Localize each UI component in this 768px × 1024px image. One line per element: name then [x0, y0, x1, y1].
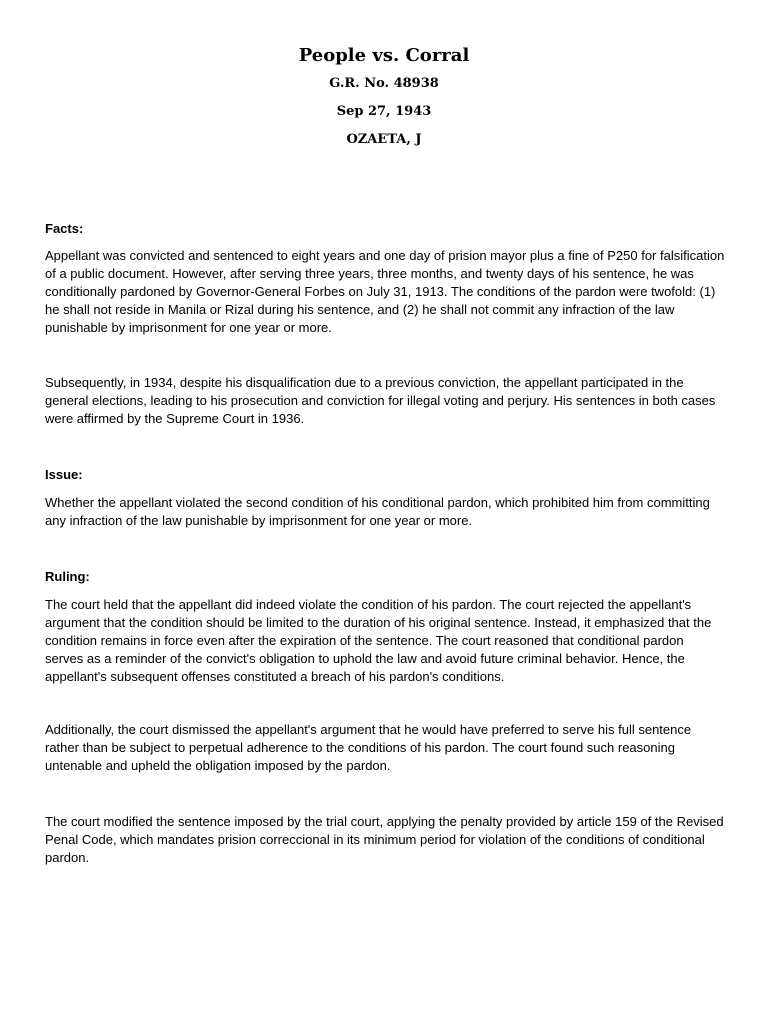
case-header [0, 44, 768, 159]
paragraph-text: Whether the appellant violated the second condition of his conditional pardon, which prohibited him from committing any infraction of the law punishable by imprisonment for one year or more. [45, 495, 710, 528]
facts-heading: Facts: [45, 221, 84, 236]
case-date: Sep 27, 1943 [336, 104, 432, 119]
paragraph-text: Additionally, the court dismissed the appellant's argument that he would have preferred to serve his full sentence rather than be subject to perpetual adherence to the conditions of his pardon. The court found such reasoning untenable and upheld the obligation imposed by the pardon. [45, 722, 692, 773]
facts-paragraph-2 [45, 374, 725, 428]
ruling-paragraph-1 [45, 596, 725, 686]
ruling-heading: Ruling: [45, 569, 90, 584]
issue-heading: Issue: [45, 467, 83, 482]
facts-paragraph-1 [45, 247, 725, 337]
paragraph-text: Subsequently, in 1934, despite his disqualification due to a previous conviction, the appellant participated in the general elections, leading to his prosecution and conviction for illegal voting and perjury. His sentences in both cases were affirmed by the Supreme Court in 1936. [45, 375, 716, 426]
case-justice: OZAETA, J [346, 132, 422, 147]
case-title: People vs. Corral [298, 45, 470, 66]
paragraph-text: Appellant was convicted and sentenced to eight years and one day of prision mayor plus a fine of P250 for falsification of a public document. However, after serving three years, three months, and twenty days of his sentence, he was conditionally pardoned by Governor-General Forbes on July 31, 1913. The conditions of the pardon were twofold: (1) he shall not reside in Manila or Rizal during his sentence, and (2) he shall not commit any infraction of the law punishable by imprisonment for one year or more. [45, 248, 725, 335]
paragraph-text: The court held that the appellant did indeed violate the condition of his pardon. The court rejected the appellant's argument that the condition should be limited to the duration of his original sentence. Instead, it emphasized that the condition remains in force even after the expiration of the sentence. The court reasoned that conditional pardon serves as a reminder of the convict's obligation to uphold the law and avoid future criminal behavior. Hence, the appellant's subsequent offenses constituted a breach of his pardon's conditions. [45, 597, 712, 684]
ruling-paragraph-2 [45, 721, 725, 775]
issue-paragraph-1 [45, 494, 725, 530]
paragraph-text: The court modified the sentence imposed by the trial court, applying the penalty provided by article 159 of the Revised Penal Code, which mandates prision correccional in its minimum period for violation of the conditions of conditional pardon. [45, 814, 724, 865]
case-number: G.R. No. 48938 [329, 76, 439, 91]
ruling-paragraph-3 [45, 813, 725, 867]
